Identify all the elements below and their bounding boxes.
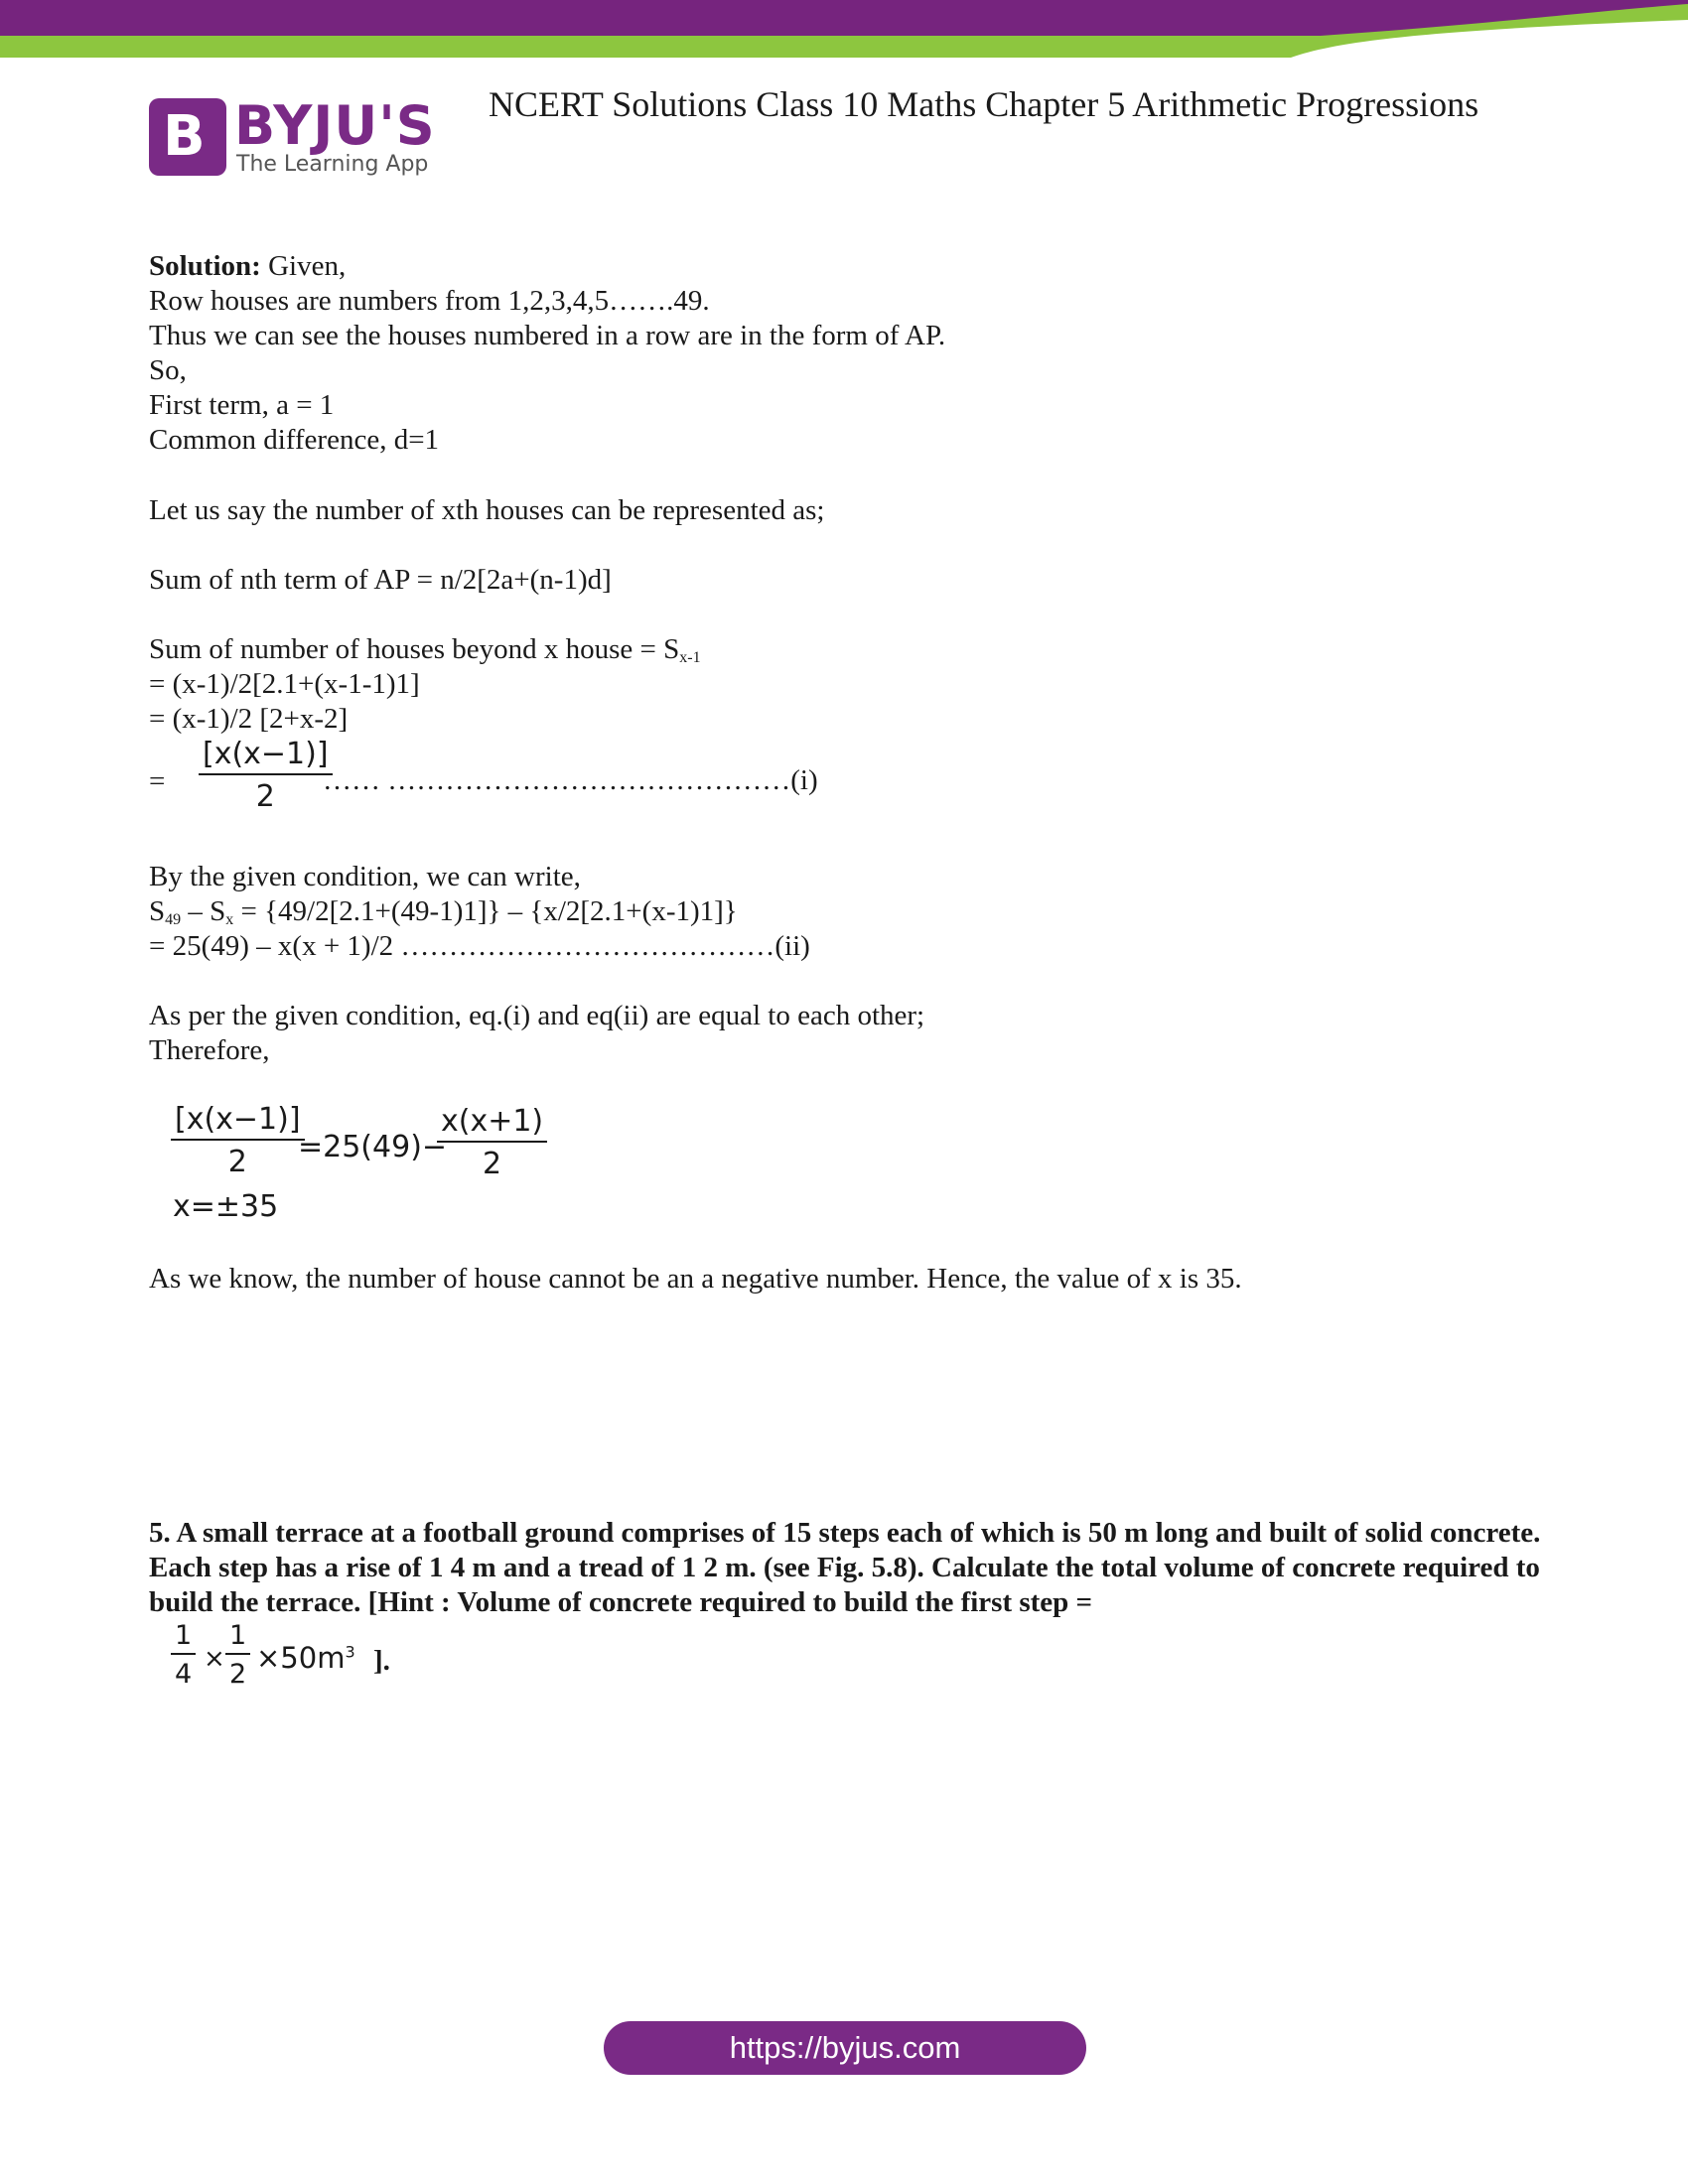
logo-tagline: The Learning App [236,152,429,177]
solution-line: First term, a = 1 [149,389,335,421]
hint-fraction-half: $\frac{1}{2}$ [225,1620,250,1690]
solution-line: Common difference, d=1 [149,424,440,456]
solution-label: Solution: [149,250,261,282]
hint-close-bracket: ]. [373,1645,390,1677]
question-5-text: 5. A small terrace at a football ground comprises of 15 steps each of which is 50 m long and built of solid concrete. Each step has a rise of 1 4 m and a tread of 1 2 m. (see Fig. 5.8). Calculate the total volume of concrete required to build the terrace. [Hint : Volume of concrete required to build the first step = [149,1517,1541,1618]
logo-mark-icon: B [149,98,226,176]
equation-rhs-fraction: $\frac{x(x+1)}{2}$ [437,1104,547,1181]
solution-line: Row houses are numbers from 1,2,3,4,5…….49. [149,285,710,317]
equation-i-dots: …… ……………………………………(i) [323,764,818,796]
page-title: NCERT Solutions Class 10 Maths Chapter 5 Arithmetic Progressions [489,84,1479,124]
equal-text: As per the given condition, eq.(i) and eq(ii) are equal to each other; [149,1000,925,1031]
footer-url-text: https://byjus.com [729,2030,961,2065]
logo-brand-name: BYJU'S [234,94,436,157]
equation-lhs-fraction: $\frac{[x(x-1)]}{2}$ [171,1102,305,1179]
therefore-text: Therefore, [149,1034,270,1066]
result-x: x=±35 [173,1189,279,1224]
hint-volume: $\times 50m^3$ [256,1641,355,1675]
intro-text: Let us say the number of xth houses can be represented as; [149,494,825,526]
step-2: = (x-1)/2 [2+x-2] [149,703,349,735]
conclusion-text: As we know, the number of house cannot be an a negative number. Hence, the value of x is 35. [149,1263,1242,1295]
equation-middle: =25(49)− [298,1130,448,1164]
hint-times: × [204,1644,225,1674]
beyond-x-sum: Sum of number of houses beyond x house = $S_{x-1}$ [149,633,701,666]
step-3-fraction: $\frac{[x(x-1)]}{2}$ [199,737,333,814]
condition-text: By the given condition, we can write, [149,861,581,892]
header-color-bar [0,0,1688,60]
equation-ii: = 25(49) – x(x + 1)/2 …………………………………(ii) [149,930,810,962]
solution-heading [149,249,346,284]
solution-line: Thus we can see the houses numbered in a row are in the form of AP. [149,320,946,351]
solution-given: Given, [260,250,347,282]
footer-url-link[interactable] [604,2021,1086,2075]
hint-fraction-quarter: $\frac{1}{4}$ [171,1620,196,1690]
step-1: = (x-1)/2[2.1+(x-1-1)1] [149,668,420,700]
sum-formula: Sum of nth term of AP = n/2[2a+(n-1)d] [149,564,612,596]
step-3-equals: = [149,765,166,797]
s49-equation: $S_{49} - S_x = \{49/2[2.1+(49-1)1]\} - \{x/2[2.1+(x-1)1]\}$ [149,895,738,928]
byjus-logo [149,94,437,184]
solution-line: So, [149,354,187,386]
